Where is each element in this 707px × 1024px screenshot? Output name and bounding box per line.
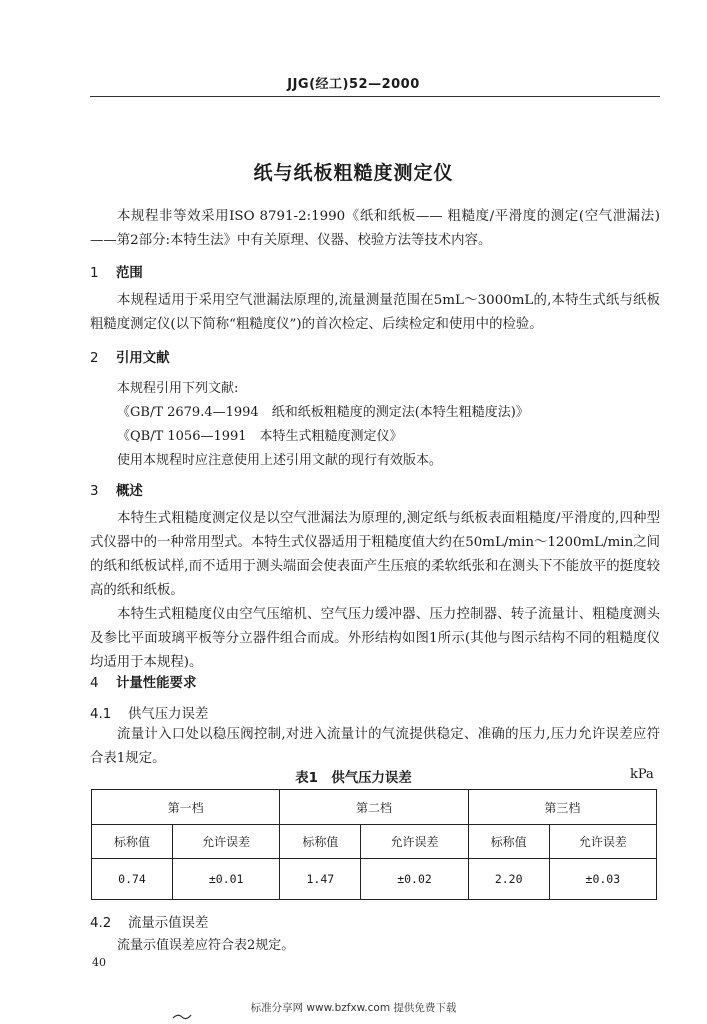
table-sub-header: 标称值 [92,825,173,859]
scan-mark [172,1010,192,1023]
section-4-2-number: 4.2 [90,916,112,931]
scan-mark-glyph [172,1012,192,1020]
table-cell: ±0.01 [173,859,280,900]
section-4-2-heading [90,912,208,931]
section-1-text: 本规程适用于采用空气泄漏法原理的,流量测量范围在5mL～3000mL的,本特生式纸与纸板粗糙度测定仪(以下简称“粗糙度仪”)的首次检定、后续检定和使用中的检验。 [90,293,660,332]
section-3-paragraph-2: 本特生式粗糙度仪由空气压缩机、空气压力缓冲器、压力控制器、转子流量计、粗糙度测头及参比平面玻璃平板等分立器件组合而成。外形结构如图1所示(其他与图示结构不同的粗糙度仪均适用于本规程)。 [90,607,660,670]
section-4-2-text: 流量示值误差应符合表2规定。 [117,938,295,953]
table-row [92,859,657,900]
table-sub-header: 允许误差 [549,825,656,859]
section-4-2-title: 流量示值误差 [128,916,209,931]
section-3-paragraph-1: 本特生式粗糙度测定仪是以空气泄漏法为原理的,测定纸与纸板表面粗糙度/平滑度的,四种型式仪器中的一种常用型式。本特生式仪器适用于粗糙度值大约在50mL/min～1200mL/min之间的纸和纸板试样,而不适用于测头端面会使表面产生压痕的柔软纸张和在测头下不能放平的挺度较高的纸和纸板。 [90,511,660,598]
section-3-heading [90,480,143,499]
section-1-title: 范围 [116,266,143,281]
section-4-1-number: 4.1 [90,707,112,722]
table-sub-header: 允许误差 [361,825,468,859]
table-cell: 2.20 [468,859,549,900]
header-rule [90,96,660,97]
section-3-title: 概述 [116,484,143,499]
section-4-1-heading [90,703,208,722]
document-title: 纸与纸板粗糙度测定仪 [253,162,454,184]
table-1-caption: 表1 供气压力误差 [295,771,412,786]
reference-gb-2679: 《GB/T 2679.4—1994 纸和纸板粗糙度的测定法(本特生粗糙度法)》 [117,405,529,420]
section-4-heading [90,672,196,691]
section-1-number: 1 [90,266,99,281]
table-1-unit: kPa [630,767,654,782]
table-sub-header: 标称值 [280,825,361,859]
table-group-header: 第一档 [92,790,280,825]
table-group-header: 第二档 [280,790,468,825]
section-3-number: 3 [90,484,99,499]
table-cell: ±0.02 [361,859,468,900]
section-4-number: 4 [90,676,99,691]
footer-watermark: 标准分享网 www.bzfxw.com 提供免费下载 [250,1002,457,1014]
section-2-heading [90,347,170,366]
table-sub-header: 标称值 [468,825,549,859]
section-2-title: 引用文献 [116,351,170,366]
section-2-number: 2 [90,351,99,366]
section-2-line: 使用本规程时应注意使用上述引用文献的现行有效版本。 [117,453,443,468]
table-sub-header: 允许误差 [173,825,280,859]
table-group-header: 第三档 [468,790,656,825]
standard-code-header: JJG(经工)52—2000 [287,77,420,92]
intro-paragraph: 本规程非等效采用ISO 8791-2:1990《纸和纸板—— 粗糙度/平滑度的测定(空气泄漏法)——第2部分:本特生法》中有关原理、仪器、校验方法等技术内容。 [90,209,660,248]
table-cell: 1.47 [280,859,361,900]
section-4-title: 计量性能要求 [116,676,197,691]
section-4-1-text: 流量计入口处以稳压阀控制,对进入流量计的气流提供稳定、准确的压力,压力允许误差应符合表1规定。 [90,727,660,766]
table-cell: ±0.03 [549,859,656,900]
section-2-line: 本规程引用下列文献: [117,381,239,396]
reference-qb-1056: 《QB/T 1056—1991 本特生式粗糙度测定仪》 [117,429,403,444]
supply-pressure-error-table [91,789,657,900]
section-4-1-title: 供气压力误差 [128,707,209,722]
table-cell: 0.74 [92,859,173,900]
section-1-heading [90,262,143,281]
page-number: 40 [92,956,106,969]
